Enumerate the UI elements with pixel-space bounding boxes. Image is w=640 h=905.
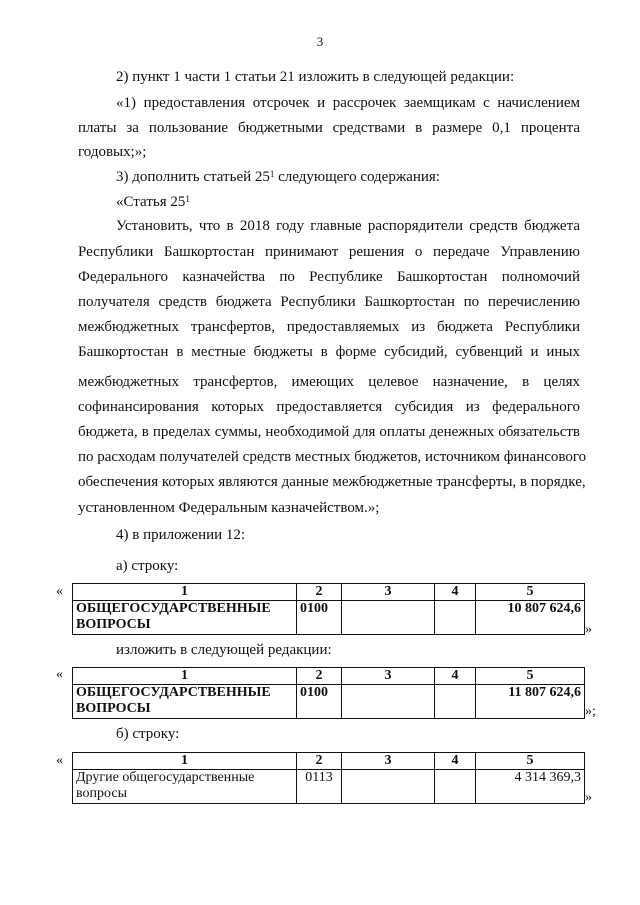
amendment-2-text-line-1: «1) предоставления отсрочек и рассрочек заемщикам с начислением (116, 95, 580, 111)
amendment-2-intro: 2) пункт 1 части 1 статьи 21 изложить в следующей редакции: (116, 69, 515, 85)
row-code: 0100 (297, 601, 342, 635)
header-cell: 4 (435, 668, 476, 685)
header-cell: 4 (435, 584, 476, 601)
header-cell: 3 (342, 584, 435, 601)
budget-table-other (72, 752, 585, 804)
close-quote: » (585, 790, 592, 805)
article-paragraph-line: Установить, что в 2018 году главные распорядители средств бюджета (116, 218, 580, 234)
close-quote: » (585, 622, 592, 637)
table-row (73, 685, 585, 719)
row-cell-3 (342, 601, 435, 635)
header-cell: 5 (476, 584, 585, 601)
row-code: 0100 (297, 685, 342, 719)
article-paragraph-line: бюджета, в пределах суммы, необходимой для оплаты денежных обязательств (78, 424, 580, 440)
row-amount: 4 314 369,3 (476, 770, 585, 804)
header-cell: 5 (476, 668, 585, 685)
row-name: Другие общегосударственные вопросы (73, 770, 297, 804)
header-cell: 4 (435, 753, 476, 770)
amendment-4-intro: 4) в приложении 12: (116, 527, 246, 543)
header-cell: 1 (73, 584, 297, 601)
open-quote: « (56, 753, 63, 768)
article-heading-superscript: 1 (185, 194, 190, 204)
article-paragraph-line: Башкортостан в местные бюджеты в форме субсидий, субвенций и иных (78, 344, 580, 360)
row-cell-3 (342, 685, 435, 719)
amendment-3-superscript: 1 (269, 169, 275, 179)
amendment-2-text-line-3: годовых;»; (78, 144, 147, 160)
header-cell: 2 (297, 668, 342, 685)
row-name: ОБЩЕГОСУДАРСТВЕННЫЕ ВОПРОСЫ (73, 601, 297, 635)
article-heading-text: «Статья 25 (116, 194, 186, 210)
budget-table-amended (72, 667, 585, 719)
row-cell-3 (342, 770, 435, 804)
header-cell: 2 (297, 584, 342, 601)
amendment-2-text-line-2: платы за пользование бюджетными средствами в размере 0,1 процента (78, 120, 580, 136)
header-cell: 5 (476, 753, 585, 770)
article-paragraph-line: по расходам получателей средств местных бюджетов, источником финансового (78, 449, 587, 465)
page-number: 3 (316, 34, 324, 49)
open-quote: « (56, 667, 63, 682)
article-paragraph-line: получателя средств бюджета Республики Башкортостан по перечислению (78, 294, 580, 310)
header-cell: 1 (73, 668, 297, 685)
row-name: ОБЩЕГОСУДАРСТВЕННЫЕ ВОПРОСЫ (73, 685, 297, 719)
row-cell-4 (435, 685, 476, 719)
row-amount: 11 807 624,6 (476, 685, 585, 719)
table-header-row (73, 668, 585, 685)
row-code: 0113 (297, 770, 342, 804)
amendment-3-intro-a: 3) дополнить статьей 25 (116, 169, 270, 185)
amendment-3-intro (116, 168, 440, 186)
sub-a-label: а) строку: (116, 558, 179, 574)
budget-table-original (72, 583, 585, 635)
article-heading (116, 193, 190, 211)
row-cell-4 (435, 601, 476, 635)
article-paragraph-line: межбюджетных трансфертов, предоставляемых из бюджета Республики (78, 319, 580, 335)
open-quote: « (56, 584, 63, 599)
article-paragraph-line: Федерального казначейства по Республике Башкортостан полномочий (78, 269, 580, 285)
header-cell: 3 (342, 668, 435, 685)
article-paragraph-line: софинансирования которых предоставляется субсидия из федерального (78, 399, 580, 415)
header-cell: 1 (73, 753, 297, 770)
amendment-3-intro-b: следующего содержания: (274, 169, 440, 185)
row-amount: 10 807 624,6 (476, 601, 585, 635)
replace-with-label: изложить в следующей редакции: (116, 642, 332, 658)
table-row (73, 770, 585, 804)
close-quote-semicolon: »; (585, 704, 596, 719)
header-cell: 3 (342, 753, 435, 770)
article-paragraph-line: обеспечения которых являются данные межбюджетные трансферты, в порядке, (78, 474, 586, 490)
article-paragraph-line: Республики Башкортостан принимают решения о передаче Управлению (78, 244, 580, 260)
header-cell: 2 (297, 753, 342, 770)
article-paragraph-line: межбюджетных трансфертов, имеющих целевое назначение, в целях (78, 374, 580, 390)
table-row (73, 601, 585, 635)
sub-b-label: б) строку: (116, 726, 180, 742)
article-paragraph-line: установленном Федеральным казначейством.»; (78, 500, 380, 516)
row-cell-4 (435, 770, 476, 804)
table-header-row (73, 753, 585, 770)
table-header-row (73, 584, 585, 601)
